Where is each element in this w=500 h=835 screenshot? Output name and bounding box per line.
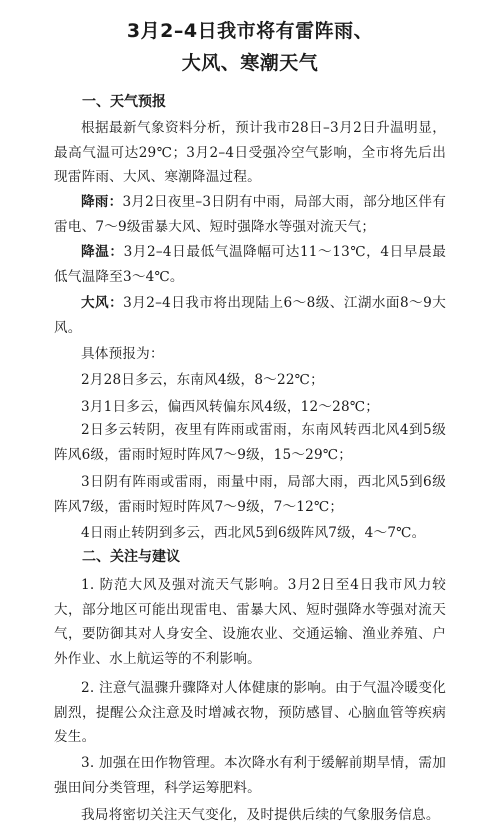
forecast-item: 4日雨止转阴到多云，西北风5到6级阵风7级，4～7℃。 <box>81 525 426 541</box>
forecast-item: 2月28日多云，东南风4级，8～22℃； <box>81 372 324 388</box>
forecast-item: 3日阴有阵雨或雷雨，雨量中雨，局部大雨，西北风5到6级阵风7级，雷雨时短时阵风7～9级，7～12℃； <box>54 474 446 515</box>
detail-intro: 具体预报为： <box>81 346 164 362</box>
closing-paragraph: 我局将密切关注天气变化，及时提供后续的气象服务信息。 <box>81 807 440 823</box>
forecast-intro-paragraph: 根据最新气象资料分析，预计我市28日–3月2日升温明显，最高气温可达29℃；3月2–4日受强冷空气影响，全市将先后出现雷阵雨、大风、寒潮降温过程。 <box>54 120 446 185</box>
section-heading-advice: 二、关注与建议 <box>82 549 180 565</box>
document-title-line-2: 大风、寒潮天气 <box>181 52 319 74</box>
rain-paragraph <box>54 190 446 239</box>
document-title-line-1: 3月2–4日我市将有雷阵雨、 <box>126 20 374 42</box>
forecast-item: 2日多云转阴，夜里有阵雨或雷雨，东南风转西北风4到5级阵风6级，雷雨时短时阵风7～9级，15～29℃； <box>54 422 446 463</box>
advice-item: 2. 注意气温骤升骤降对人体健康的影响。由于气温冷暖变化剧烈，提醒公众注意及时增减衣物，预防感冒、心脑血管等疾病发生。 <box>54 680 446 745</box>
wind-label: 大风： <box>81 295 124 311</box>
cooling-text: 3月2–4日最低气温降幅可达11～13℃，4日早晨最低气温降至3～4℃。 <box>54 244 446 285</box>
wind-text: 3月2–4日我市将出现陆上6～8级、江湖水面8～9大风。 <box>54 295 446 336</box>
rain-text: 3月2日夜里–3日阴有中雨，局部大雨，部分地区伴有雷电、7～9级雷暴大风、短时强降水等强对流天气； <box>54 194 446 235</box>
cooling-label: 降温： <box>81 244 124 260</box>
forecast-item: 3月1日多云，偏西风转偏东风4级，12～28℃； <box>81 399 380 415</box>
section-heading-forecast: 一、天气预报 <box>82 94 166 110</box>
advice-item: 1. 防范大风及强对流天气影响。3月2日至4日我市风力较大，部分地区可能出现雷电、雷暴大风、短时强降水等强对流天气，要防御其对人身安全、设施农业、交通运输、渔业养殖、户外作业、水上航运等的不利影响。 <box>54 577 446 667</box>
cooling-paragraph <box>54 240 446 289</box>
wind-paragraph <box>54 291 446 340</box>
rain-label: 降雨： <box>81 194 123 210</box>
advice-item: 3. 加强在田作物管理。本次降水有利于缓解前期旱情，需加强田间分类管理，科学运筹肥料。 <box>54 755 446 796</box>
